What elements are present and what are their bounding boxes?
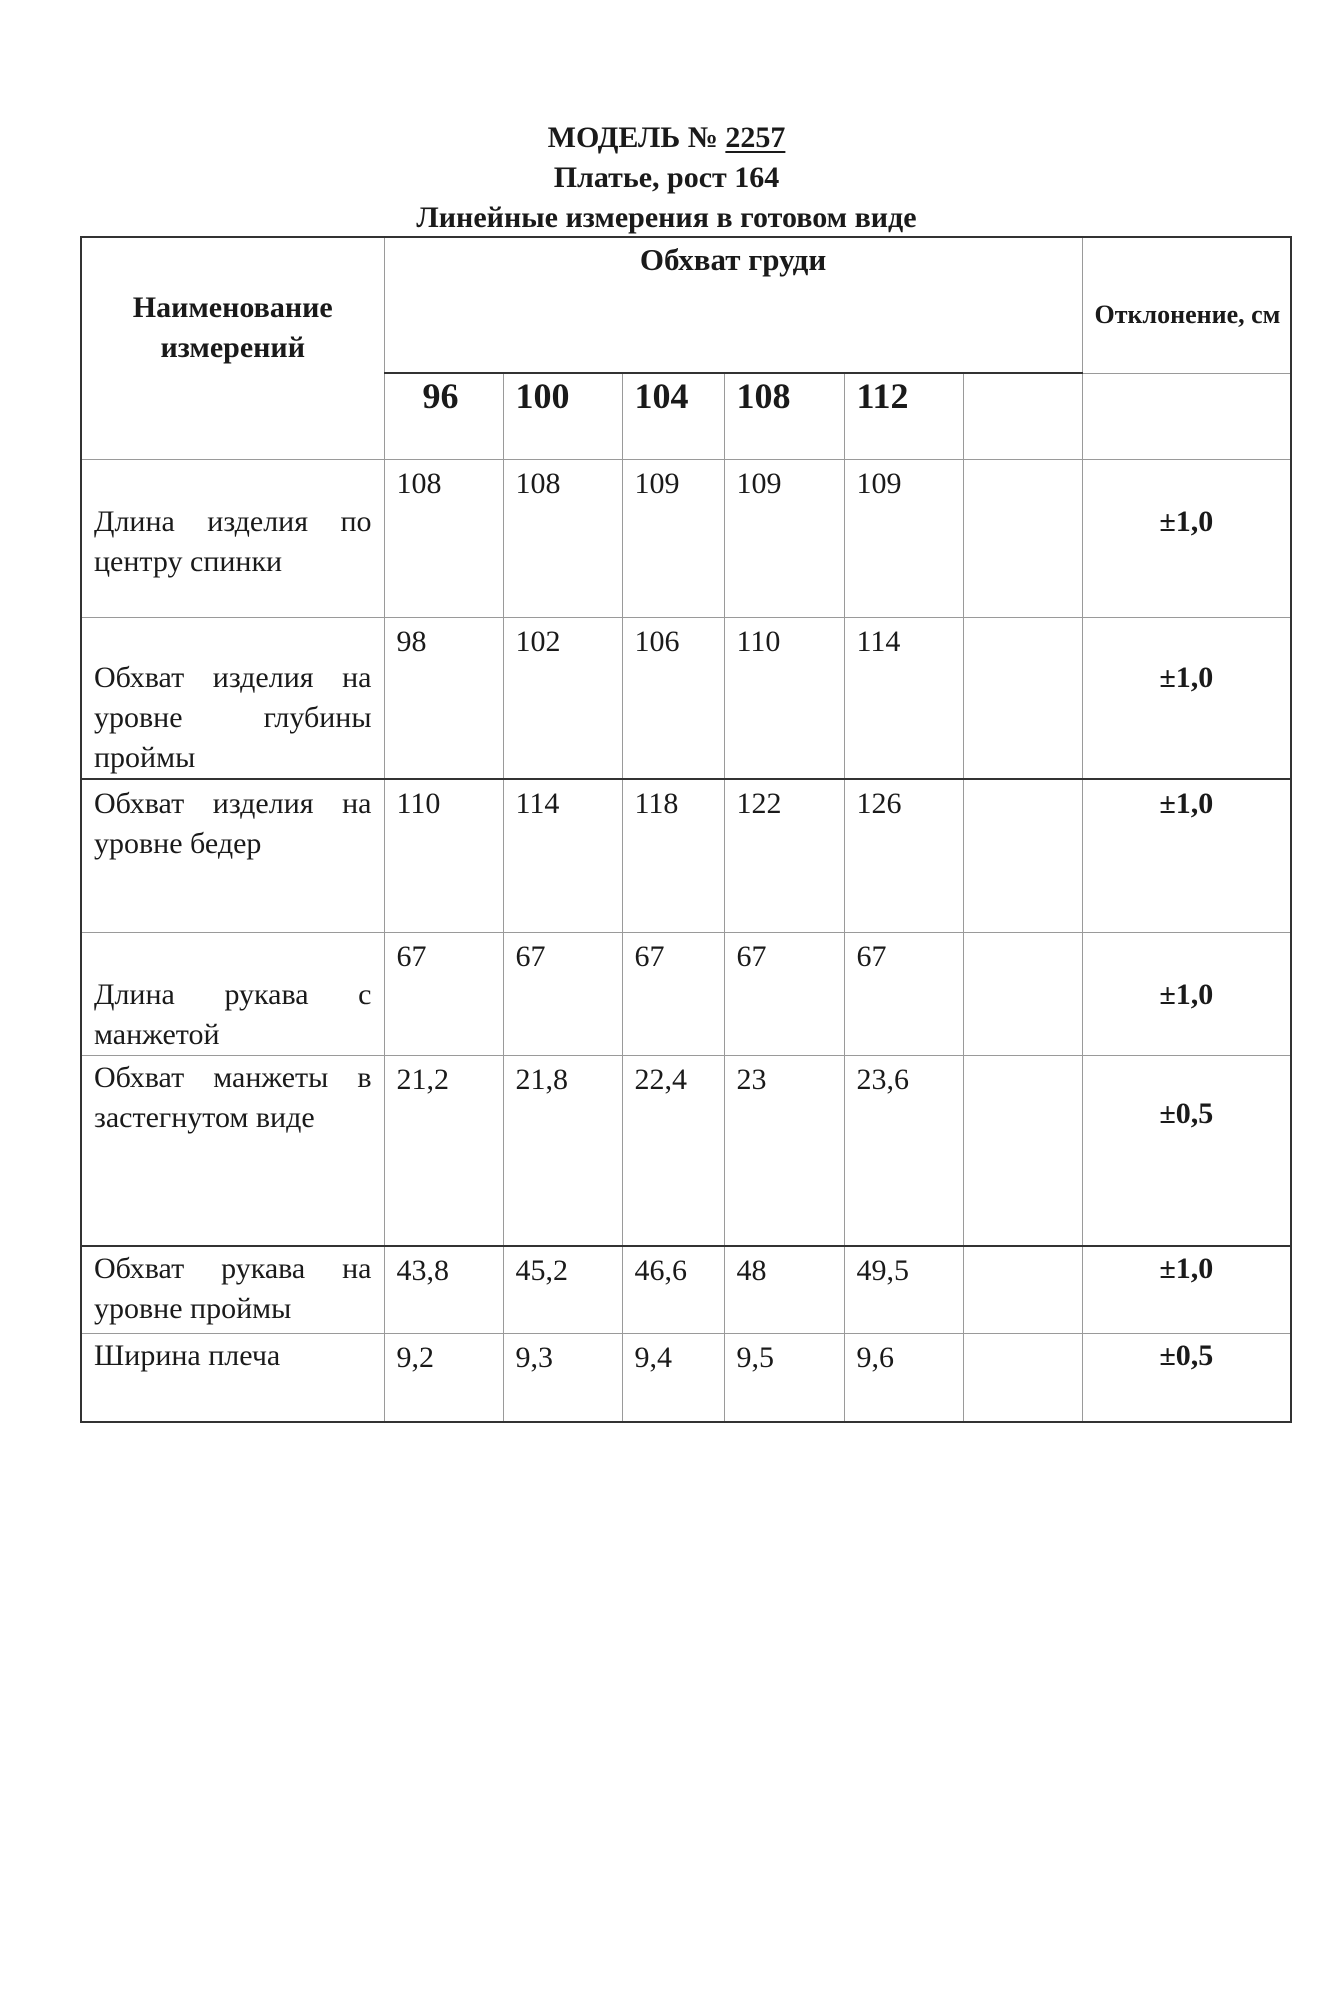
row-value: 23 xyxy=(724,1056,844,1246)
row-deviation: ±1,0 xyxy=(1082,933,1291,1056)
row-value: 110 xyxy=(724,617,844,779)
document-header xyxy=(0,118,1333,238)
model-number: 2257 xyxy=(725,121,786,154)
row-value: 67 xyxy=(503,933,622,1056)
size-header-104: 104 xyxy=(622,373,724,459)
row-name: Обхват рукава на уровне проймы xyxy=(81,1246,384,1334)
row-value: 21,8 xyxy=(503,1056,622,1246)
row-deviation: ±0,5 xyxy=(1082,1334,1291,1422)
table-row xyxy=(81,933,1291,1056)
row-name: Длина изделия по центру спинки xyxy=(81,459,384,617)
row-deviation: ±1,0 xyxy=(1082,779,1291,933)
row-value: 108 xyxy=(503,459,622,617)
row-value: 102 xyxy=(503,617,622,779)
row-value: 9,6 xyxy=(844,1334,963,1422)
row-value: 122 xyxy=(724,779,844,933)
measurement-name-header: Наименование измерений xyxy=(81,237,384,459)
model-prefix: МОДЕЛЬ № xyxy=(547,121,718,154)
empty-cell xyxy=(963,779,1082,933)
row-name: Длина рукава с манжетой xyxy=(81,933,384,1056)
row-value: 48 xyxy=(724,1246,844,1334)
table-row xyxy=(81,1246,1291,1334)
row-name: Обхват изделия на уровне бедер xyxy=(81,779,384,933)
row-value: 126 xyxy=(844,779,963,933)
row-value: 67 xyxy=(622,933,724,1056)
row-name: Обхват изделия на уровне глубины проймы xyxy=(81,617,384,779)
model-subtitle: Платье, рост 164 xyxy=(553,161,780,194)
row-value: 106 xyxy=(622,617,724,779)
row-value: 118 xyxy=(622,779,724,933)
empty-deviation-header xyxy=(1082,373,1291,459)
row-value: 46,6 xyxy=(622,1246,724,1334)
size-header-108: 108 xyxy=(724,373,844,459)
row-value: 114 xyxy=(503,779,622,933)
model-title xyxy=(0,118,1333,158)
row-value: 108 xyxy=(384,459,503,617)
table-row xyxy=(81,459,1291,617)
empty-cell xyxy=(963,1334,1082,1422)
row-value: 109 xyxy=(724,459,844,617)
row-value: 110 xyxy=(384,779,503,933)
row-deviation: ±1,0 xyxy=(1082,459,1291,617)
table-row xyxy=(81,1334,1291,1422)
chest-girth-header: Обхват груди xyxy=(384,237,1082,373)
size-header-96: 96 xyxy=(384,373,503,459)
row-value: 67 xyxy=(724,933,844,1056)
size-header-100: 100 xyxy=(503,373,622,459)
table-row xyxy=(81,1056,1291,1246)
empty-size-header xyxy=(963,373,1082,459)
row-value: 109 xyxy=(844,459,963,617)
empty-cell xyxy=(963,459,1082,617)
row-value: 9,4 xyxy=(622,1334,724,1422)
size-header-112: 112 xyxy=(844,373,963,459)
row-name: Ширина плеча xyxy=(81,1334,384,1422)
row-value: 67 xyxy=(844,933,963,1056)
row-deviation: ±0,5 xyxy=(1082,1056,1291,1246)
row-value: 9,3 xyxy=(503,1334,622,1422)
deviation-header: Отклонение, см xyxy=(1082,237,1291,373)
row-value: 114 xyxy=(844,617,963,779)
row-value: 98 xyxy=(384,617,503,779)
table-caption: Линейные измерения в готовом виде xyxy=(416,201,917,234)
empty-cell xyxy=(963,617,1082,779)
row-value: 9,5 xyxy=(724,1334,844,1422)
row-value: 43,8 xyxy=(384,1246,503,1334)
empty-cell xyxy=(963,1246,1082,1334)
measurements-table xyxy=(80,236,1292,1423)
row-value: 9,2 xyxy=(384,1334,503,1422)
row-value: 109 xyxy=(622,459,724,617)
row-value: 45,2 xyxy=(503,1246,622,1334)
empty-cell xyxy=(963,1056,1082,1246)
row-value: 23,6 xyxy=(844,1056,963,1246)
row-value: 67 xyxy=(384,933,503,1056)
row-value: 21,2 xyxy=(384,1056,503,1246)
row-deviation: ±1,0 xyxy=(1082,1246,1291,1334)
row-value: 22,4 xyxy=(622,1056,724,1246)
row-value: 49,5 xyxy=(844,1246,963,1334)
row-name: Обхват манжеты в застегнутом виде xyxy=(81,1056,384,1246)
empty-cell xyxy=(963,933,1082,1056)
table-row xyxy=(81,779,1291,933)
row-deviation: ±1,0 xyxy=(1082,617,1291,779)
table-row xyxy=(81,617,1291,779)
